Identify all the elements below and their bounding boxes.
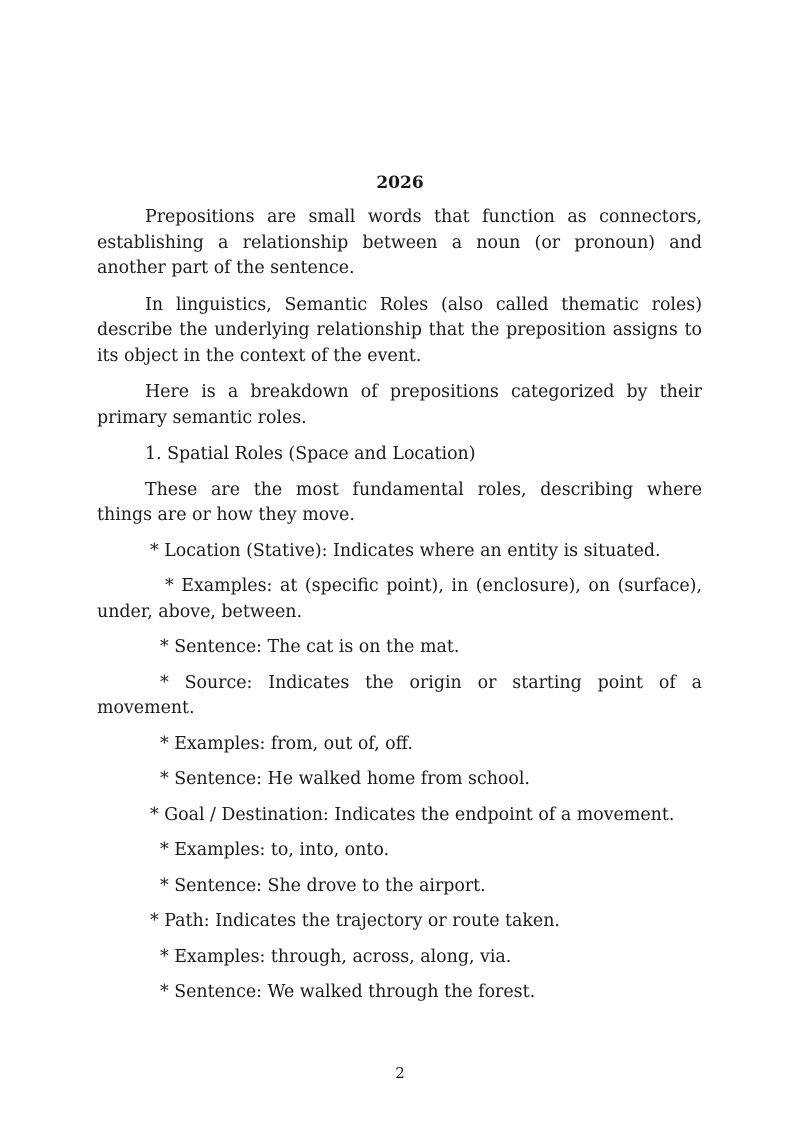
page-number: 2 bbox=[395, 1064, 405, 1082]
section-heading-spatial-roles: 1. Spatial Roles (Space and Location) bbox=[145, 444, 476, 464]
paragraph-spatial-intro: These are the most fundamental roles, describing where things are or how they move. bbox=[97, 479, 702, 525]
page-heading: 2026 bbox=[376, 173, 424, 193]
paragraph-semantic-roles: In linguistics, Semantic Roles (also called thematic roles) describe the underlying relationship that the preposition assigns to its object in the context of the event. bbox=[97, 294, 702, 366]
list-item-source-sentence: * Sentence: He walked home from school. bbox=[160, 769, 530, 789]
list-item-goal-sentence: * Sentence: She drove to the airport. bbox=[160, 875, 486, 896]
list-item-path-examples: * Examples: through, across, along, via. bbox=[160, 946, 512, 967]
list-item-path: * Path: Indicates the trajectory or route taken. bbox=[150, 911, 560, 931]
list-item-location: * Location (Stative): Indicates where an entity is situated. bbox=[150, 540, 661, 561]
list-item-source: * Source: Indicates the origin or starting point of a movement. bbox=[97, 672, 702, 718]
list-item-goal: * Goal / Destination: Indicates the endpoint of a movement. bbox=[150, 804, 675, 825]
document-body bbox=[97, 205, 702, 1006]
paragraph-breakdown: Here is a breakdown of prepositions categorized by their primary semantic roles. bbox=[97, 382, 702, 428]
list-item-location-sentence: * Sentence: The cat is on the mat. bbox=[160, 637, 460, 657]
paragraph-intro: Prepositions are small words that function as connectors, establishing a relationship between a noun (or pronoun) and another part of the sentence. bbox=[97, 207, 702, 278]
list-item-location-examples: * Examples: at (specific point), in (enclosure), on (surface), under, above, between. bbox=[97, 576, 702, 622]
list-item-path-sentence: * Sentence: We walked through the forest. bbox=[160, 982, 536, 1002]
list-item-goal-examples: * Examples: to, into, onto. bbox=[160, 840, 390, 860]
list-item-source-examples: * Examples: from, out of, off. bbox=[160, 733, 413, 754]
